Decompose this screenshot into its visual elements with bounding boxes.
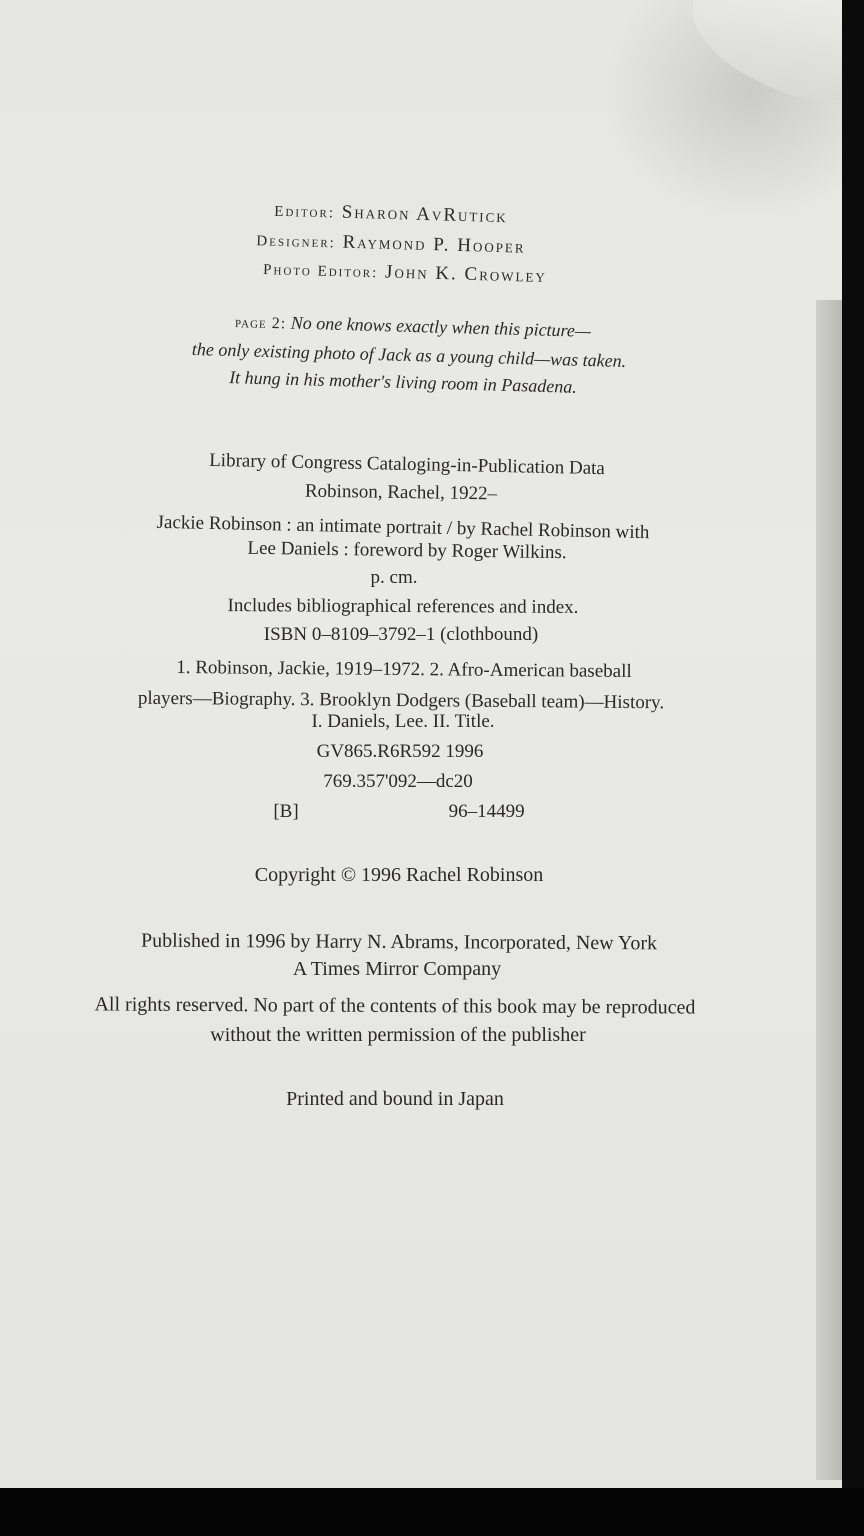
- background-table: [0, 1488, 864, 1536]
- cip-entries: I. Daniels, Lee. II. Title.: [311, 711, 495, 732]
- caption-line-2: the only existing photo of Jack as a young child—was taken.: [191, 338, 627, 372]
- publisher-line-1: Published in 1996 by Harry N. Abrams, Incorporated, New York: [140, 929, 658, 955]
- rights-line-1: All rights reserved. No part of the contents of this book may be reproduced: [94, 993, 696, 1019]
- cip-pages: p. cm.: [370, 567, 418, 588]
- cip-code-right: 96–14499: [448, 801, 525, 822]
- copyright-notice: Copyright © 1996 Rachel Robinson: [254, 864, 544, 886]
- cip-author: Robinson, Rachel, 1922–: [304, 480, 498, 505]
- editor-role: Editor:: [274, 203, 336, 222]
- cip-codes: [0, 801, 820, 823]
- publisher-line-2: A Times Mirror Company: [292, 958, 502, 980]
- cip-call-number: GV865.R6R592 1996: [316, 741, 484, 762]
- cip-title: Jackie Robinson : an intimate portrait / by Rachel Robinson with: [156, 511, 650, 544]
- caption-line-3: It hung in his mother's living room in Pasadena.: [228, 367, 578, 397]
- cip-heading: Library of Congress Cataloging-in-Publication Data: [208, 449, 606, 480]
- cip-isbn: ISBN 0–8109–3792–1 (clothbound): [263, 624, 539, 645]
- designer-role: Designer:: [256, 233, 337, 252]
- photo-editor-role: Photo Editor:: [262, 262, 379, 282]
- rights-line-2: without the written permission of the publisher: [210, 1024, 586, 1046]
- cip-title-cont: Lee Daniels : foreword by Roger Wilkins.: [247, 537, 567, 564]
- cip-dewey: 769.357'092—dc20: [323, 771, 473, 792]
- designer-name: Raymond P. Hooper: [342, 231, 526, 258]
- cip-code-left: [B]: [273, 801, 299, 822]
- photo-editor-name: John K. Crowley: [384, 261, 548, 287]
- cip-includes: Includes bibliographical references and index.: [227, 595, 579, 618]
- printed-in: Printed and bound in Japan: [286, 1088, 504, 1110]
- cip-subject-2: players—Biography. 3. Brooklyn Dodgers (Baseball team)—History.: [137, 687, 665, 714]
- caption-lead: page 2:: [234, 314, 287, 333]
- editor-name: Sharon AvRutick: [341, 201, 509, 228]
- cip-subject-1: 1. Robinson, Jackie, 1919–1972. 2. Afro-American baseball: [176, 657, 632, 682]
- caption-text-1: No one knows exactly when this picture—: [290, 312, 592, 341]
